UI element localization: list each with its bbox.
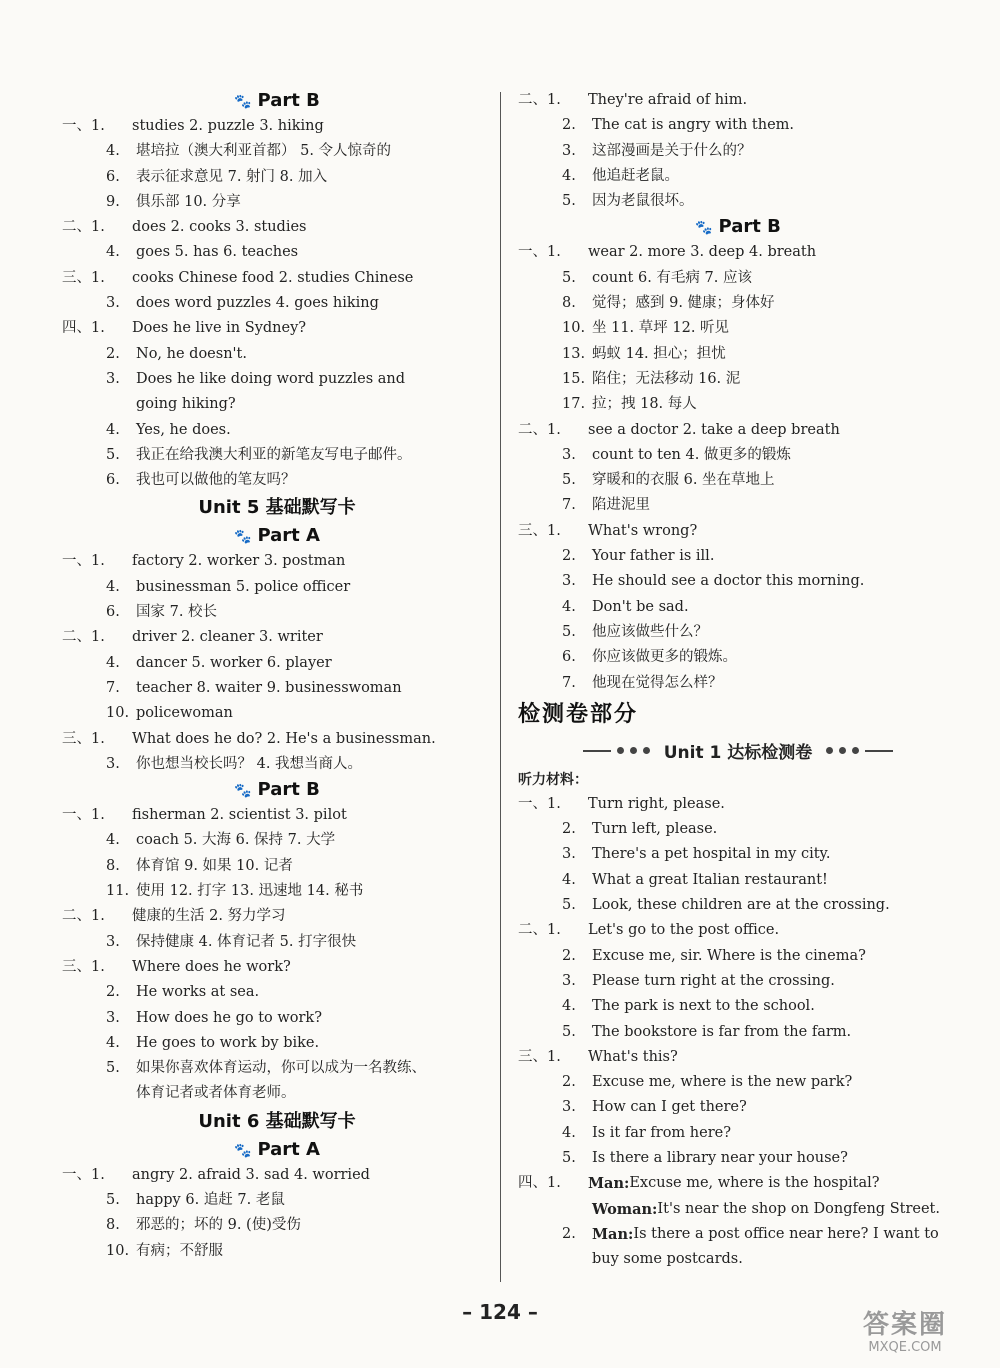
question-number: 3. xyxy=(106,295,120,312)
paw-icon: 🐾 xyxy=(234,1142,252,1159)
answer-line xyxy=(62,1081,492,1106)
answer-line xyxy=(62,1163,492,1188)
question-number: 6. xyxy=(562,649,576,666)
answer-line xyxy=(518,994,958,1019)
answer-text: count to ten 4. 做更多的锻炼 xyxy=(592,446,791,463)
question-number: 7. xyxy=(562,497,576,514)
answer-text: 表示征求意见 7. 射门 8. 加入 xyxy=(136,168,328,185)
answer-text: There's a pet hospital in my city. xyxy=(592,846,831,863)
question-number: 4. xyxy=(562,167,576,184)
answer-line xyxy=(518,1020,958,1045)
answer-text: Excuse me, where is the hospital? xyxy=(629,1175,880,1192)
part-heading-text: Part A xyxy=(257,1138,320,1160)
answer-text: How can I get there? xyxy=(592,1099,747,1116)
answer-text: policewoman xyxy=(136,705,233,722)
answer-line xyxy=(518,817,958,842)
question-number: 一、1. xyxy=(518,244,561,261)
answer-line xyxy=(518,367,958,392)
answer-line xyxy=(518,240,958,265)
answer-line xyxy=(518,392,958,417)
answer-text: They're afraid of him. xyxy=(588,92,748,108)
answer-line xyxy=(518,519,958,544)
answer-line xyxy=(62,980,492,1005)
right-column xyxy=(518,88,958,1272)
part-heading xyxy=(518,214,958,240)
answer-line xyxy=(62,549,492,574)
answer-text: businessman 5. police officer xyxy=(136,578,351,595)
answer-text: cooks Chinese food 2. studies Chinese xyxy=(132,269,414,286)
question-number: 5. xyxy=(562,472,576,489)
question-number: 四、1. xyxy=(518,1175,561,1192)
question-number: 10. xyxy=(106,705,130,722)
question-number: 三、1. xyxy=(62,730,105,747)
speaker-label: Man: xyxy=(588,1175,630,1193)
unit-heading: Unit 5 基础默写卡 xyxy=(198,497,356,519)
question-number: 一、1. xyxy=(62,553,105,570)
answer-text: does word puzzles 4. goes hiking xyxy=(136,295,379,312)
answer-text: 堪培拉（澳大利亚首都） 5. 令人惊奇的 xyxy=(136,143,392,160)
question-number: 2. xyxy=(562,1074,576,1091)
question-number: 二、1. xyxy=(518,421,561,438)
question-number: 4. xyxy=(106,578,120,595)
answer-line xyxy=(518,1045,958,1070)
answer-text: How does he go to work? xyxy=(136,1009,322,1026)
answer-line xyxy=(62,651,492,676)
answer-text: Don't be sad. xyxy=(592,598,689,615)
answer-text: 拉；拽 18. 每人 xyxy=(592,396,697,413)
answer-text: 陷住；无法移动 16. 泥 xyxy=(592,370,741,387)
answer-line xyxy=(62,676,492,701)
answer-line xyxy=(518,1171,958,1196)
question-number: 三、1. xyxy=(518,1048,561,1065)
answer-text: Does he live in Sydney? xyxy=(132,320,307,337)
answer-text: 因为老鼠很坏。 xyxy=(592,193,694,210)
answer-text: 坐 11. 草坪 12. 听见 xyxy=(592,320,730,337)
question-number: 15. xyxy=(562,370,586,387)
answer-text: 如果你喜欢体育运动，你可以成为一名教练、 xyxy=(136,1060,426,1077)
speaker-label: Man: xyxy=(592,1225,634,1243)
answer-text: going hiking? xyxy=(136,396,236,413)
answer-line xyxy=(518,1222,958,1247)
part-heading-text: Part B xyxy=(257,90,320,111)
answer-text: 蚂蚁 14. 担心；担忧 xyxy=(592,345,726,362)
answer-text: dancer 5. worker 6. player xyxy=(136,654,332,671)
answer-text: wear 2. more 3. deep 4. breath xyxy=(588,244,817,261)
answer-text: does 2. cooks 3. studies xyxy=(132,219,307,236)
answer-line xyxy=(518,544,958,569)
question-number: 3. xyxy=(562,142,576,159)
answer-line xyxy=(518,645,958,670)
question-number: 5. xyxy=(106,446,120,463)
answer-line xyxy=(518,291,958,316)
answer-line xyxy=(518,1247,958,1272)
answer-text: Let's go to the post office. xyxy=(588,922,780,939)
question-number: 8. xyxy=(106,857,120,874)
question-number: 3. xyxy=(106,755,120,772)
answer-line xyxy=(518,1121,958,1146)
answer-text: 我也可以做他的笔友吗？ xyxy=(136,472,296,489)
answer-line xyxy=(518,671,958,696)
question-number: 3. xyxy=(106,370,120,387)
answer-line xyxy=(518,342,958,367)
answer-text: happy 6. 追赶 7. 老鼠 xyxy=(136,1191,285,1208)
answer-line xyxy=(62,468,492,493)
question-number: 2. xyxy=(562,1225,576,1242)
answer-line xyxy=(62,114,492,139)
question-number: 5. xyxy=(106,1060,120,1077)
question-number: 2. xyxy=(106,984,120,1001)
question-number: 三、1. xyxy=(62,958,105,975)
answer-line xyxy=(62,1213,492,1238)
answer-text: Yes, he does. xyxy=(136,421,231,438)
answer-line xyxy=(62,316,492,341)
answer-text: 陷进泥里 xyxy=(592,497,650,514)
answer-text: count 6. 有毛病 7. 应该 xyxy=(592,269,752,286)
column-divider xyxy=(500,92,501,1282)
question-number: 3. xyxy=(106,1009,120,1026)
answer-line xyxy=(62,1188,492,1213)
answer-text: Please turn right at the crossing. xyxy=(592,972,835,989)
question-number: 5. xyxy=(562,269,576,286)
speaker-label: Woman: xyxy=(592,1200,658,1218)
answer-text: He goes to work by bike. xyxy=(136,1034,320,1051)
question-number: 二、1. xyxy=(62,908,105,925)
answer-line xyxy=(62,443,492,468)
answer-text: buy some postcards. xyxy=(592,1251,743,1268)
answer-text: 觉得；感到 9. 健康；身体好 xyxy=(592,295,775,312)
answer-text: Turn right, please. xyxy=(588,795,725,812)
answer-line xyxy=(518,113,958,138)
answer-line xyxy=(518,266,958,291)
answer-line xyxy=(62,904,492,929)
question-number: 10. xyxy=(562,320,586,337)
answer-text: What does he do? 2. He's a businessman. xyxy=(132,730,436,747)
question-number: 11. xyxy=(106,883,130,900)
question-number: 6. xyxy=(106,472,120,489)
answer-line xyxy=(518,1146,958,1171)
question-number: 4. xyxy=(106,143,120,160)
answer-text: 他现在觉得怎么样？ xyxy=(592,674,723,691)
answer-text: It's near the shop on Dongfeng Street. xyxy=(657,1200,940,1217)
answer-line xyxy=(518,792,958,817)
answer-line xyxy=(518,969,958,994)
answer-text: He should see a doctor this morning. xyxy=(592,573,865,590)
watermark-url: MXQE.COM xyxy=(868,1340,942,1355)
answer-text: 体育馆 9. 如果 10. 记者 xyxy=(136,857,293,874)
answer-line xyxy=(518,893,958,918)
part-heading-text: Part B xyxy=(718,216,781,238)
question-number: 3. xyxy=(562,1099,576,1116)
question-number: 一、1. xyxy=(62,118,105,134)
answer-text: Is there a library near your house? xyxy=(592,1149,848,1166)
answer-text: angry 2. afraid 3. sad 4. worried xyxy=(132,1166,370,1183)
answer-line xyxy=(518,1095,958,1120)
question-number: 二、1. xyxy=(518,922,561,939)
answer-text: No, he doesn't. xyxy=(136,345,247,362)
answer-line xyxy=(62,418,492,443)
answer-text: studies 2. puzzle 3. hiking xyxy=(132,118,324,134)
answer-line xyxy=(62,701,492,726)
answer-line xyxy=(62,291,492,316)
question-number: 4. xyxy=(562,1124,576,1141)
part-heading xyxy=(62,88,492,114)
answer-text: The bookstore is far from the farm. xyxy=(592,1023,852,1040)
question-number: 2. xyxy=(562,548,576,565)
left-column xyxy=(62,88,492,1264)
answer-line xyxy=(518,468,958,493)
question-number: 7. xyxy=(106,679,120,696)
answer-line xyxy=(518,868,958,893)
answer-text: 他追赶老鼠。 xyxy=(592,167,679,184)
part-heading-text: Part A xyxy=(257,525,320,547)
question-number: 2. xyxy=(562,821,576,838)
answer-text: 这部漫画是关于什么的？ xyxy=(592,142,752,159)
answer-line xyxy=(62,854,492,879)
answer-text: Is it far from here? xyxy=(592,1124,731,1141)
answer-line xyxy=(518,1070,958,1095)
answer-line xyxy=(518,595,958,620)
question-number: 4. xyxy=(562,598,576,615)
answer-text: fisherman 2. scientist 3. pilot xyxy=(132,807,347,824)
part-heading-text: Part B xyxy=(257,779,320,801)
answer-text: The park is next to the school. xyxy=(592,998,815,1015)
answer-line xyxy=(62,367,492,392)
answer-line xyxy=(518,139,958,164)
answer-line xyxy=(62,727,492,752)
answer-line xyxy=(62,190,492,215)
answer-text: teacher 8. waiter 9. businesswoman xyxy=(136,679,402,696)
answer-text: 俱乐部 10. 分享 xyxy=(136,193,241,210)
question-number: 3. xyxy=(562,846,576,863)
question-number: 8. xyxy=(106,1217,120,1234)
question-number: 6. xyxy=(106,168,120,185)
answer-text: 使用 12. 打字 13. 迅速地 14. 秘书 xyxy=(136,883,364,900)
answer-text: 国家 7. 校长 xyxy=(136,604,218,621)
answer-line xyxy=(62,266,492,291)
answer-line xyxy=(62,392,492,417)
question-number xyxy=(518,1247,592,1272)
answer-line xyxy=(518,316,958,341)
answer-line xyxy=(518,443,958,468)
part-heading xyxy=(62,1137,492,1163)
question-number: 5. xyxy=(562,1023,576,1040)
answer-line xyxy=(62,752,492,777)
answer-line xyxy=(518,418,958,443)
question-number: 6. xyxy=(106,604,120,621)
question-number: 4. xyxy=(106,1034,120,1051)
answer-text: 有病；不舒服 xyxy=(136,1242,223,1259)
answer-text: 邪恶的；坏的 9. (使)受伤 xyxy=(136,1217,301,1234)
answer-text: 健康的生活 2. 努力学习 xyxy=(132,908,286,925)
question-number: 四、1. xyxy=(62,320,105,337)
answer-line xyxy=(62,803,492,828)
answer-text: The cat is angry with them. xyxy=(592,117,795,134)
answer-line xyxy=(518,842,958,867)
answer-line xyxy=(62,1056,492,1081)
answer-text: Where does he work? xyxy=(132,958,291,975)
answer-text: Your father is ill. xyxy=(592,548,715,565)
question-number: 3. xyxy=(562,446,576,463)
question-number: 一、1. xyxy=(62,807,105,824)
answer-text: 穿暖和的衣服 6. 坐在草地上 xyxy=(592,472,775,489)
answer-text: What a great Italian restaurant! xyxy=(592,871,828,888)
site-watermark xyxy=(830,1310,980,1360)
answer-line xyxy=(62,930,492,955)
unit-heading: Unit 6 基础默写卡 xyxy=(198,1110,356,1132)
paw-icon: 🐾 xyxy=(234,783,252,800)
paw-icon: 🐾 xyxy=(234,529,252,546)
question-number xyxy=(518,1197,592,1222)
answer-text: What's wrong? xyxy=(588,522,698,539)
answer-text: Excuse me, sir. Where is the cinema? xyxy=(592,947,866,964)
question-number: 10. xyxy=(106,1242,130,1259)
section-heading: 检测卷部分 xyxy=(518,701,639,727)
answer-line xyxy=(518,569,958,594)
answer-line xyxy=(62,215,492,240)
question-number: 5. xyxy=(562,897,576,914)
answer-text: coach 5. 大海 6. 保持 7. 大学 xyxy=(136,832,336,849)
test-heading xyxy=(518,734,958,768)
answer-text: factory 2. worker 3. postman xyxy=(132,553,346,570)
answer-line xyxy=(518,493,958,518)
question-number: 2. xyxy=(106,345,120,362)
answer-line xyxy=(518,164,958,189)
answer-text: driver 2. cleaner 3. writer xyxy=(132,629,323,646)
question-number: 5. xyxy=(562,623,576,640)
answer-text: 他应该做些什么？ xyxy=(592,623,708,640)
question-number: 3. xyxy=(562,573,576,590)
answer-text: 我正在给我澳大利亚的新笔友写电子邮件。 xyxy=(136,446,412,463)
decorative-dots-icon xyxy=(826,747,893,754)
answer-line xyxy=(62,1006,492,1031)
part-heading xyxy=(62,523,492,549)
question-number xyxy=(62,392,136,417)
answer-text: goes 5. has 6. teaches xyxy=(136,244,299,261)
answer-line xyxy=(518,944,958,969)
answer-line xyxy=(62,955,492,980)
answer-line xyxy=(62,625,492,650)
question-number: 4. xyxy=(106,832,120,849)
decorative-dots-icon xyxy=(583,747,650,754)
question-number: 4. xyxy=(562,998,576,1015)
question-number: 8. xyxy=(562,295,576,312)
question-number: 3. xyxy=(562,972,576,989)
question-number: 17. xyxy=(562,396,586,413)
question-number: 5. xyxy=(562,193,576,210)
page-number: – 124 – xyxy=(462,1300,538,1324)
question-number xyxy=(62,1081,136,1106)
watermark-logo: 答案圈 xyxy=(862,1310,947,1340)
answer-line xyxy=(518,620,958,645)
part-heading xyxy=(62,777,492,803)
question-number: 3. xyxy=(106,933,120,950)
paw-icon: 🐾 xyxy=(234,94,252,110)
answer-line xyxy=(62,165,492,190)
answer-text: What's this? xyxy=(588,1048,678,1065)
paw-icon: 🐾 xyxy=(695,220,713,237)
answer-line xyxy=(518,918,958,943)
question-number: 三、1. xyxy=(62,269,105,286)
answer-text: Turn left, please. xyxy=(592,821,718,838)
answer-text: Is there a post office near here? I want to xyxy=(633,1225,939,1242)
answer-text: Excuse me, where is the new park? xyxy=(592,1074,853,1091)
answer-text: He works at sea. xyxy=(136,984,260,1001)
question-number: 二、1. xyxy=(62,629,105,646)
test-heading-text: Unit 1 达标检测卷 xyxy=(663,743,813,764)
question-number: 一、1. xyxy=(518,795,561,812)
question-number: 9. xyxy=(106,193,120,210)
answer-line xyxy=(62,828,492,853)
answer-text: 你也想当校长吗？ 4. 我想当商人。 xyxy=(136,755,363,772)
answer-line xyxy=(62,240,492,265)
answer-line xyxy=(62,879,492,904)
answer-line xyxy=(518,1197,958,1222)
question-number: 4. xyxy=(106,654,120,671)
answer-line xyxy=(62,575,492,600)
answer-line xyxy=(62,139,492,164)
answer-text: Look, these children are at the crossing. xyxy=(592,897,890,914)
answer-text: Does he like doing word puzzles and xyxy=(136,370,406,387)
answer-text: 你应该做更多的锻炼。 xyxy=(592,649,737,666)
question-number: 2. xyxy=(562,117,576,134)
answer-text: see a doctor 2. take a deep breath xyxy=(588,421,840,438)
question-number: 4. xyxy=(106,244,120,261)
answer-text: 体育记者或者体育老师。 xyxy=(136,1085,296,1102)
question-number: 二、1. xyxy=(62,219,105,236)
question-number: 2. xyxy=(562,947,576,964)
answer-line xyxy=(518,88,958,113)
answer-line xyxy=(518,189,958,214)
question-number: 4. xyxy=(106,421,120,438)
listening-material-label: 听力材料： xyxy=(518,771,588,788)
answer-text: 保持健康 4. 体育记者 5. 打字很快 xyxy=(136,933,357,950)
answer-line xyxy=(62,1239,492,1264)
answer-line xyxy=(62,1031,492,1056)
question-number: 三、1. xyxy=(518,522,561,539)
question-number: 5. xyxy=(562,1149,576,1166)
question-number: 13. xyxy=(562,345,586,362)
question-number: 一、1. xyxy=(62,1166,105,1183)
answer-line xyxy=(62,342,492,367)
question-number: 二、1. xyxy=(518,92,561,108)
answer-line xyxy=(62,600,492,625)
question-number: 5. xyxy=(106,1191,120,1208)
question-number: 7. xyxy=(562,674,576,691)
question-number: 4. xyxy=(562,871,576,888)
